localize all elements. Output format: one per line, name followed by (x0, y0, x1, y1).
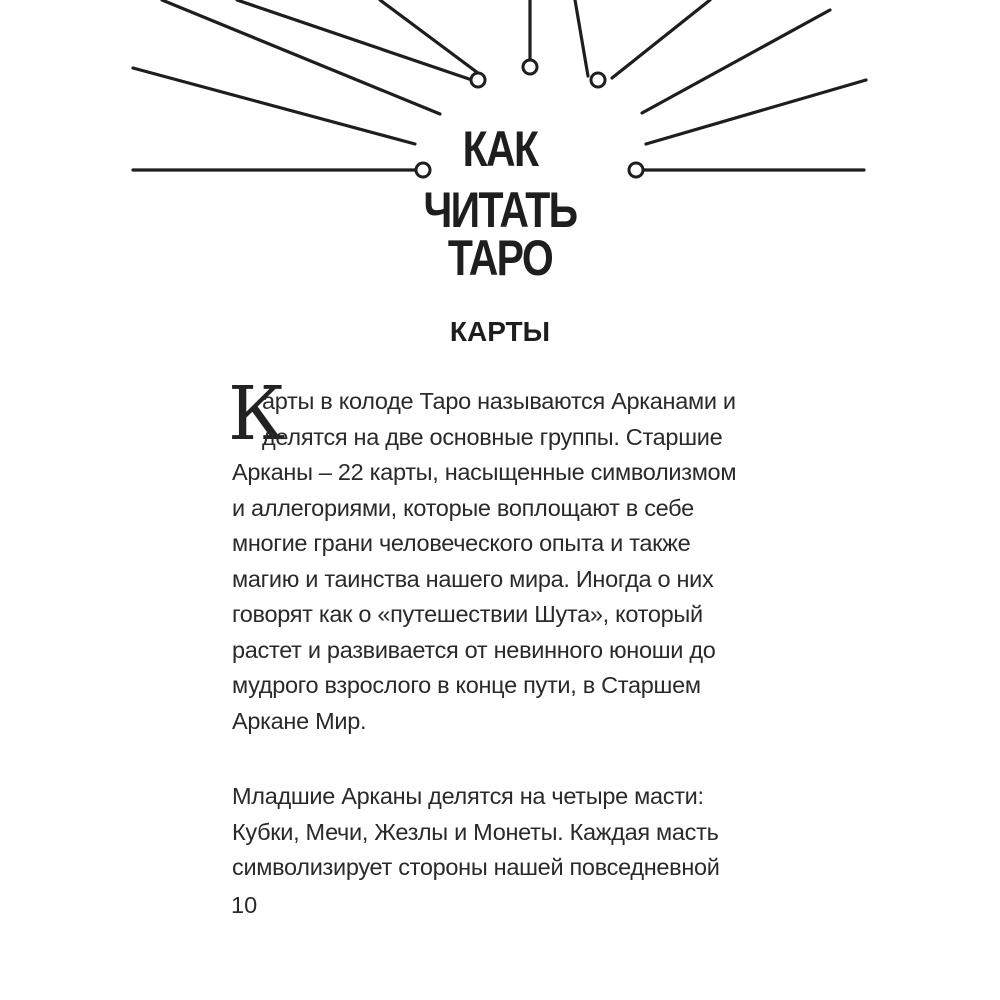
ray-end-circle (523, 60, 537, 74)
paragraph-line: растет и развивается от невинного юноши до (232, 636, 716, 663)
paragraph-line: магию и таинства нашего мира. Иногда о них (232, 565, 714, 592)
paragraph-line: мудрого взрослого в конце пути, в Старшем (232, 672, 701, 698)
ray-end-circle (591, 73, 605, 87)
paragraph-2 (232, 779, 792, 886)
paragraph-line: Кубки, Мечи, Жезлы и Монеты. Каждая масть (232, 818, 719, 845)
paragraph-line: и аллегориями, которые воплощают в себе (232, 494, 694, 521)
paragraph-1 (232, 384, 792, 739)
ray-left-mid (162, 0, 440, 114)
paragraph-line: арты в колоде Таро называются Арканами и (262, 388, 736, 414)
paragraph-line: многие грани человеческого опыта и также (232, 530, 691, 556)
paragraph-line: Аркане Мир. (232, 707, 367, 734)
ray-right-top (575, 0, 588, 76)
paragraph-line: Арканы – 22 карты, насыщенные символизмом (232, 459, 737, 485)
page-number: 10 (231, 892, 258, 918)
section-heading: КАРТЫ (449, 316, 551, 347)
ray-left-high (237, 0, 472, 80)
paragraph-line: говорят как о «путешествии Шута», который (232, 601, 703, 627)
paragraph-line: символизирует стороны нашей повседневной (232, 854, 720, 880)
page-title-line-1: КАК (462, 121, 538, 177)
paragraph-line: делятся на две основные группы. Старшие (262, 423, 723, 450)
ray-right-high (612, 0, 710, 78)
drop-cap-letter: К (228, 371, 286, 457)
ray-end-circle (471, 73, 485, 87)
page-title-line-2: ЧИТАТЬ (423, 182, 577, 238)
paragraph-line: Младшие Арканы делятся на четыре масти: (232, 783, 704, 809)
page-title-line-3: ТАРО (447, 230, 553, 286)
